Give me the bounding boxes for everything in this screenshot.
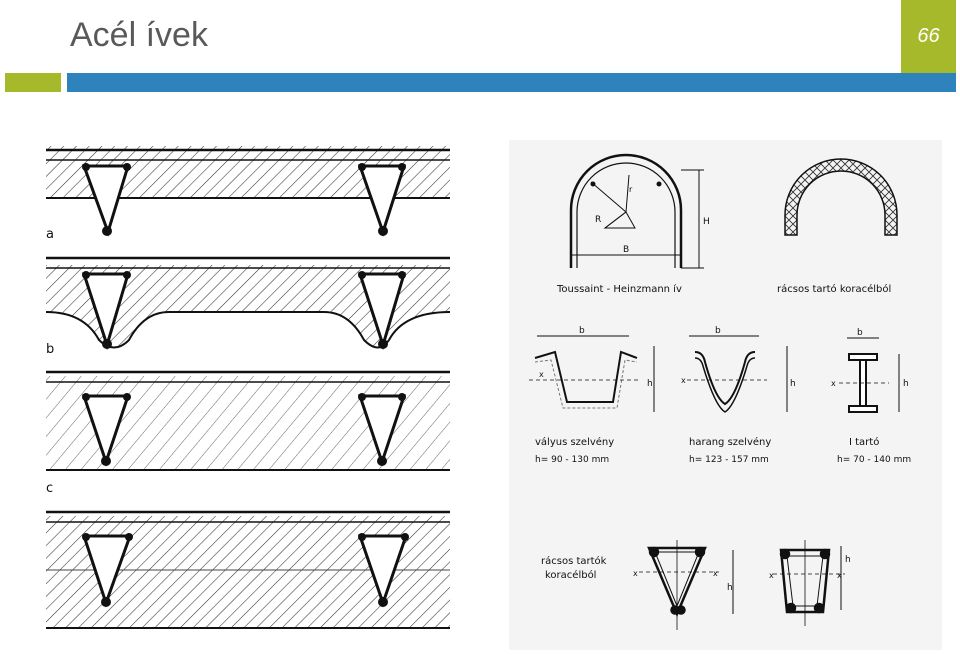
i-beam-section — [839, 338, 899, 412]
trough-dim-h: h — [647, 379, 653, 389]
panel-label-c: c — [46, 481, 54, 496]
panel-label-a: a — [46, 227, 54, 242]
section-range-ibeam: h= 70 - 140 mm — [837, 455, 912, 465]
lattice-tri-dim-h: h — [727, 583, 733, 593]
lattice-caption-line1: rácsos tartók — [541, 556, 607, 567]
lattice-girder-trapezoid — [773, 540, 845, 626]
section-name-ibeam: I tartó — [849, 437, 880, 448]
lattice-caption-line2: koracélból — [545, 570, 597, 581]
section-range-trough: h= 90 - 130 mm — [535, 455, 610, 465]
bell-dim-h: h — [790, 379, 796, 389]
trough-axis-x: x — [539, 370, 544, 379]
dim-r-label: R — [595, 215, 602, 225]
bell-section — [687, 336, 787, 412]
lattice-girder-triangle — [639, 540, 733, 630]
section-a — [46, 146, 450, 242]
bell-axis-x: x — [681, 376, 686, 385]
lattice-arch — [785, 159, 897, 235]
page-number-badge: 66 — [901, 0, 956, 73]
section-d — [46, 512, 450, 628]
toussaint-heinzmann-arch — [571, 155, 704, 268]
trough-dim-b: b — [579, 326, 585, 336]
concrete-sections-figure — [44, 140, 452, 635]
lattice-trap-dim-h: h — [845, 555, 851, 565]
lattice-tri-axis-x-right: x — [713, 569, 718, 578]
dim-h-label: H — [703, 217, 710, 227]
slide-title: Acél ívek — [70, 16, 208, 54]
lattice-tri-axis-x-left: x — [633, 569, 638, 578]
arch-caption: Toussaint - Heinzmann ív — [557, 284, 682, 295]
bell-dim-b: b — [715, 326, 721, 336]
lattice-trap-axis-x-left: x — [769, 571, 774, 580]
lattice-arch-caption: rácsos tartó koracélból — [777, 284, 892, 295]
lattice-trap-axis-x-right: x — [837, 571, 842, 580]
section-b — [46, 258, 450, 357]
dim-small-r-label: r — [629, 185, 633, 194]
section-name-bell: harang szelvény — [689, 437, 772, 448]
steel-arch-profiles-figure — [509, 140, 942, 650]
trough-section — [529, 336, 654, 412]
ibeam-axis-x: x — [831, 379, 836, 388]
panel-label-b: b — [46, 342, 55, 357]
section-c — [46, 372, 450, 496]
header-accent-bar — [5, 73, 61, 92]
section-name-trough: vályus szelvény — [535, 437, 615, 448]
section-range-bell: h= 123 - 157 mm — [689, 455, 769, 465]
dim-b-label: B — [623, 245, 630, 255]
header-rule-bar — [67, 73, 956, 92]
ibeam-dim-h: h — [903, 379, 909, 389]
ibeam-dim-b: b — [857, 328, 863, 338]
